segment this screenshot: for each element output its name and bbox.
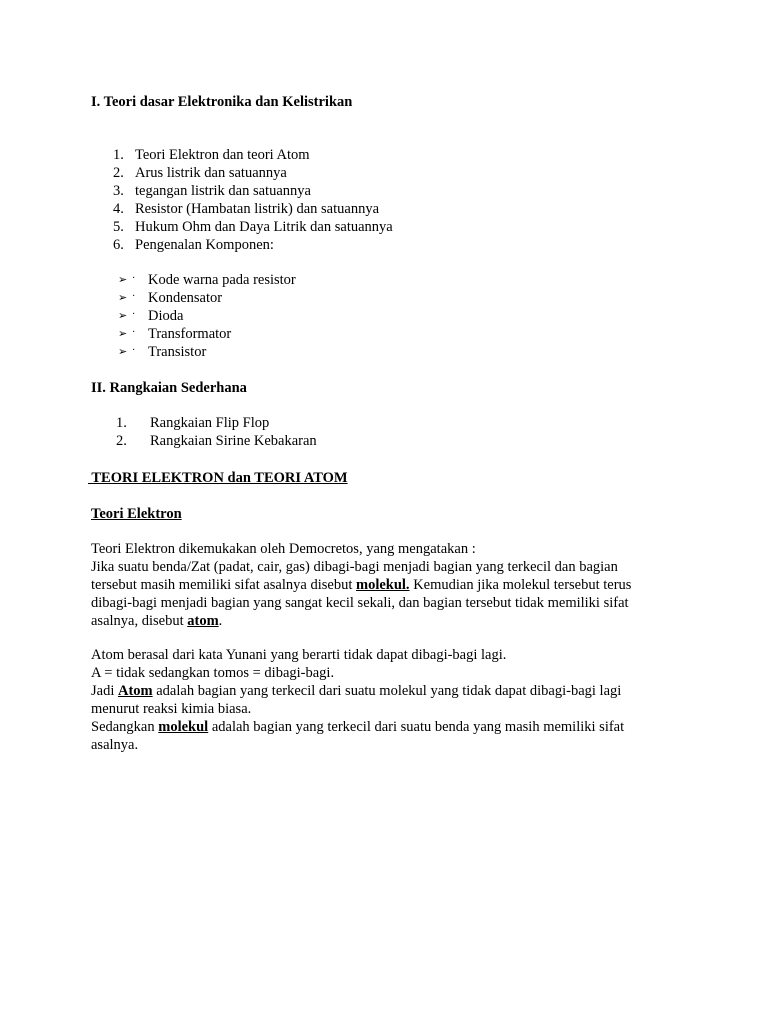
paragraph-line — [91, 718, 624, 736]
list-text: Rangkaian Flip Flop — [150, 415, 270, 431]
list-number: 4. — [113, 201, 124, 217]
text-run: asalnya, disebut — [91, 613, 188, 629]
section2-numbered-list — [116, 414, 376, 450]
text-run: tersebut masih memiliki sifat asalnya disebut — [91, 577, 356, 593]
list-text: Pengenalan Komponen: — [135, 237, 274, 253]
bullet-text: Transistor — [148, 344, 207, 360]
term-atom: Atom — [117, 683, 153, 699]
term-molekul: molekul. — [355, 577, 410, 593]
bullet-text: Kondensator — [148, 290, 223, 306]
paragraph-line: Jika suatu benda/Zat (padat, cair, gas) dibagi-bagi menjadi bagian yang terkecil dan bagian — [91, 559, 618, 575]
section2-heading: II. Rangkaian Sederhana — [91, 380, 247, 396]
bullet-text: Dioda — [148, 308, 184, 324]
text-run: . — [218, 613, 223, 629]
list-text: Resistor (Hambatan listrik) dan satuannya — [135, 201, 380, 217]
term-atom: atom — [187, 613, 219, 629]
arrow-bullet-icon: ➢ — [118, 345, 128, 358]
list-item — [113, 236, 433, 254]
arrow-bullet-icon: ➢ — [118, 327, 128, 340]
list-number: 3. — [113, 183, 124, 199]
list-number: 2. — [113, 165, 124, 181]
text-run: adalah bagian yang terkecil dari suatu benda yang masih memiliki sifat — [208, 719, 625, 735]
article-title: TEORI ELEKTRON dan TEORI ATOM — [88, 470, 348, 486]
list-number: 6. — [113, 237, 124, 253]
arrow-bullet-icon: ➢ — [118, 291, 128, 304]
list-text: Arus listrik dan satuannya — [135, 165, 287, 181]
bullet-dot: · — [132, 273, 136, 284]
bullet-item — [118, 325, 378, 343]
paragraph-line: Teori Elektron dikemukakan oleh Democretos, yang mengatakan : — [91, 541, 476, 557]
text-run: Kemudian jika molekul tersebut terus — [409, 577, 632, 593]
text-run: Jadi — [91, 683, 118, 699]
section1-numbered-list — [113, 146, 433, 254]
text-run: adalah bagian yang terkecil dari suatu molekul yang tidak dapat dibagi-bagi lagi — [152, 683, 622, 699]
list-text: tegangan listrik dan satuannya — [135, 183, 311, 199]
component-bullet-list — [118, 271, 378, 361]
paragraph-line: menurut reaksi kimia biasa. — [91, 701, 252, 717]
paragraph-atom-definition — [91, 646, 624, 754]
bullet-text: Transformator — [148, 326, 232, 342]
bullet-item — [118, 289, 378, 307]
list-number: 5. — [113, 219, 124, 235]
list-item — [113, 164, 433, 182]
list-text: Hukum Ohm dan Daya Litrik dan satuannya — [135, 219, 393, 235]
paragraph-line — [91, 612, 631, 630]
list-item — [113, 182, 433, 200]
list-item — [116, 432, 376, 450]
paragraph-line: dibagi-bagi menjadi bagian yang sangat kecil sekali, dan bagian tersebut tidak memiliki sifat — [91, 595, 629, 611]
list-text: Teori Elektron dan teori Atom — [135, 147, 310, 163]
text-run: Sedangkan — [91, 719, 159, 735]
list-item — [113, 218, 433, 236]
bullet-item — [118, 307, 378, 325]
list-number: 1. — [113, 147, 124, 163]
list-text: Rangkaian Sirine Kebakaran — [150, 433, 317, 449]
bullet-dot: · — [132, 345, 136, 356]
bullet-item — [118, 343, 378, 361]
bullet-dot: · — [132, 309, 136, 320]
arrow-bullet-icon: ➢ — [118, 273, 128, 286]
arrow-bullet-icon: ➢ — [118, 309, 128, 322]
bullet-item — [118, 271, 378, 289]
list-item — [116, 414, 376, 432]
section1-heading: I. Teori dasar Elektronika dan Kelistrikan — [91, 94, 353, 110]
bullet-dot: · — [132, 327, 136, 338]
list-number: 2. — [116, 433, 127, 449]
list-item — [113, 146, 433, 164]
paragraph-line — [91, 682, 624, 700]
paragraph-line — [91, 576, 631, 594]
paragraph-line: A = tidak sedangkan tomos = dibagi-bagi. — [91, 665, 335, 681]
paragraph-line: Atom berasal dari kata Yunani yang berarti tidak dapat dibagi-bagi lagi. — [91, 647, 507, 663]
bullet-text: Kode warna pada resistor — [148, 272, 296, 288]
paragraph-electron-theory — [91, 540, 631, 630]
bullet-dot: · — [132, 291, 136, 302]
term-molekul: molekul — [158, 719, 209, 735]
list-number: 1. — [116, 415, 127, 431]
paragraph-line: asalnya. — [91, 737, 139, 753]
list-item — [113, 200, 433, 218]
article-subtitle: Teori Elektron — [91, 506, 182, 522]
